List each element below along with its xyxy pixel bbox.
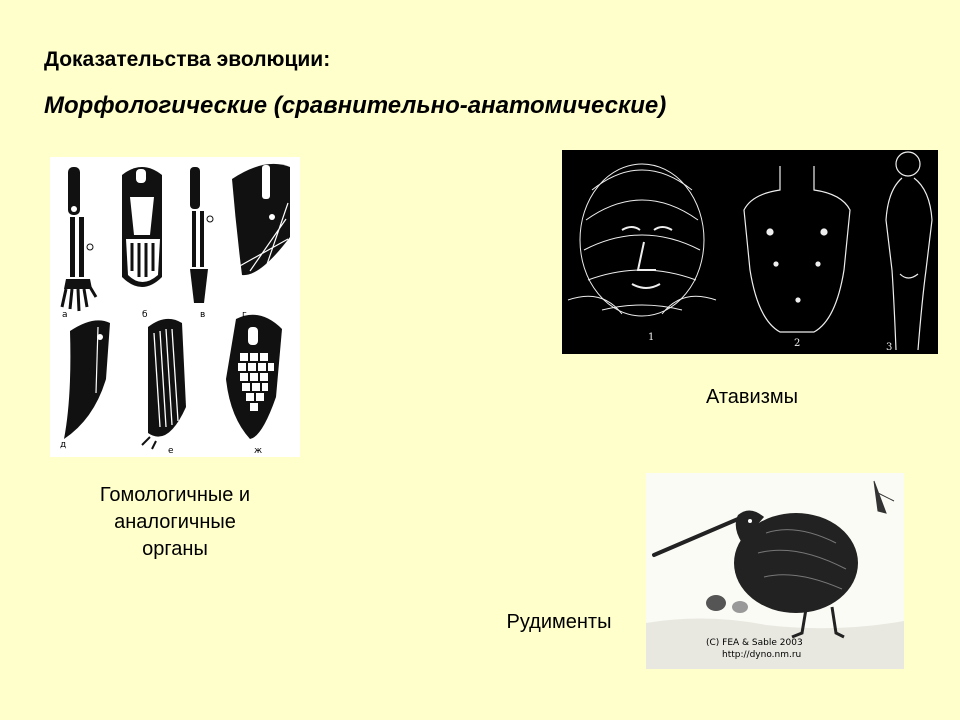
homologs-label-c: в (200, 310, 206, 320)
atavisms-label-1: 1 (648, 332, 655, 343)
homologs-label-a: а (62, 310, 68, 320)
homologs-caption-line-2: аналогичные (114, 511, 236, 533)
atavisms-image-labels (648, 332, 892, 353)
flipper-drawing (122, 167, 162, 287)
atavisms-caption: Атавизмы (705, 386, 799, 408)
figure-with-tail-drawing (886, 152, 932, 350)
homologs-caption-line-3: органы (142, 538, 208, 560)
homologous-organs-image (50, 157, 300, 457)
rudiments-caption: Рудименты (506, 611, 612, 633)
atavisms-label-2: 2 (794, 338, 801, 349)
homologs-label-d: г (242, 310, 247, 320)
arm-bones-drawing (62, 167, 96, 311)
hairy-face-drawing (568, 164, 716, 316)
kiwi-credit-line-1: (C) FEA & Sable 2003 (706, 638, 803, 648)
slide-subtitle: Морфологические (сравнительно-анатомические) (44, 92, 667, 119)
kiwi-credit-line-2: http://dyno.nm.ru (722, 650, 802, 660)
homologs-caption-line-1: Гомологичные и (99, 484, 251, 506)
fish-fin-bones-drawing (226, 315, 282, 439)
homologs-label-e: д (60, 440, 67, 450)
bird-wing-bones-drawing (190, 167, 213, 303)
bat-wing-drawing (232, 164, 290, 275)
homologous-organs-drawing (50, 157, 300, 457)
homologs-label-g: ж (254, 446, 263, 456)
atavisms-image (562, 150, 938, 354)
atavisms-label-3: 3 (886, 342, 893, 353)
insect-limb-drawing (142, 319, 186, 449)
homologs-caption (60, 482, 290, 563)
homologs-label-f: е (168, 446, 174, 456)
fin-drawing (64, 320, 110, 439)
atavisms-drawing (562, 150, 938, 354)
torso-extra-nipples-drawing (744, 166, 850, 332)
slide-title: Доказательства эволюции: (44, 48, 331, 71)
homologs-label-b: б (142, 310, 148, 320)
kiwi-drawing (646, 473, 904, 669)
kiwi-rudiments-image (646, 473, 904, 669)
